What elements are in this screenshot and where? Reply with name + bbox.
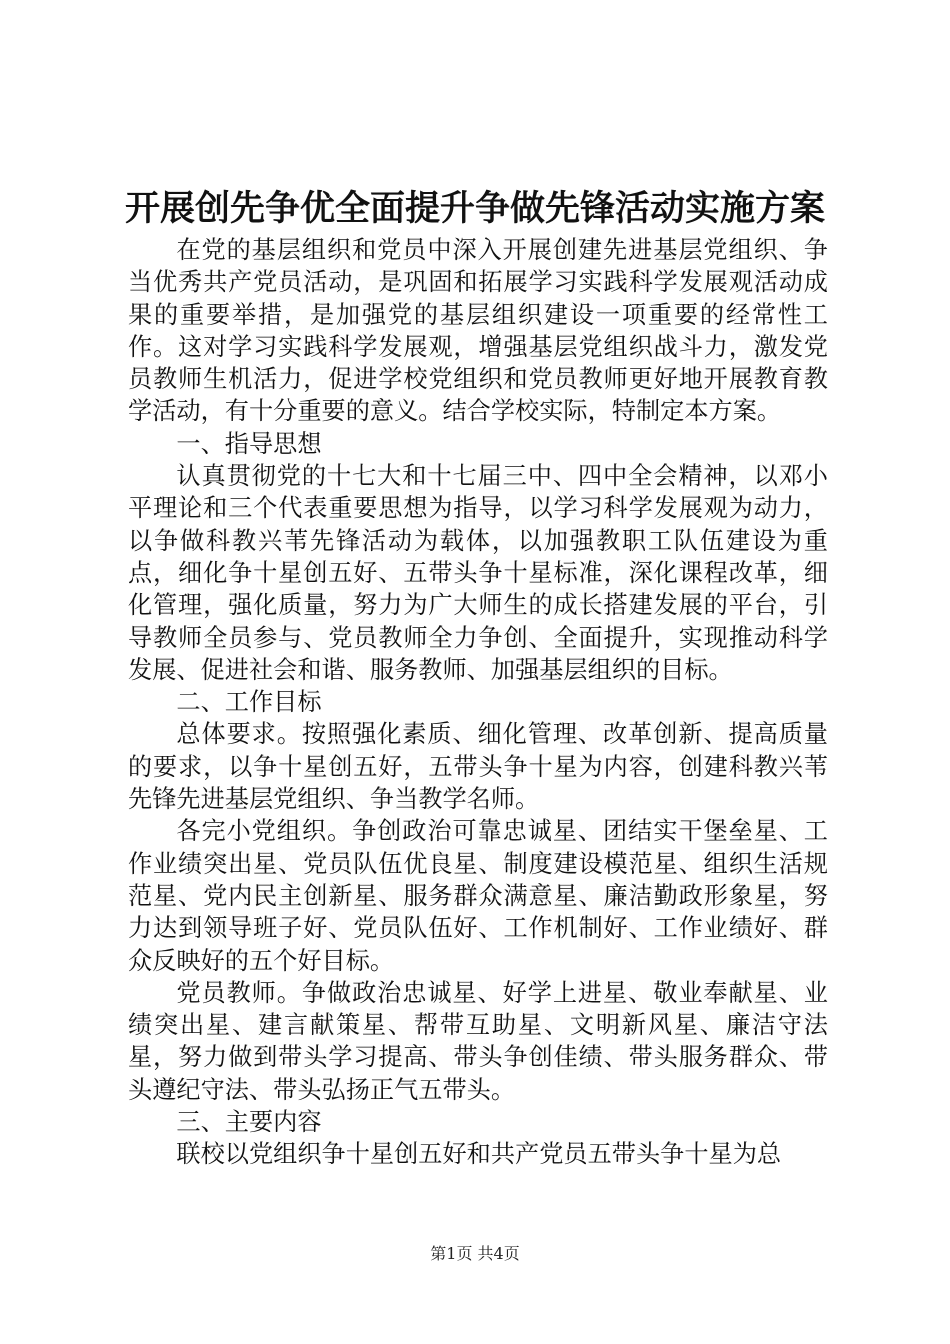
document-body [128,234,828,1171]
overall-requirements-paragraph: 总体要求。按照强化素质、细化管理、改革创新、提高质量的要求，以争十星创五好，五带头争十星为内容，创建科教兴苇先锋先进基层党组织、争当教学名师。 [128,720,828,814]
section-heading-work-goals: 二、工作目标 [176,688,322,717]
main-content-paragraph: 联校以党组织争十星创五好和共产党员五带头争十星为总 [176,1140,782,1169]
section-heading-guiding-thought: 一、指导思想 [176,429,322,458]
document-title: 开展创先争优全面提升争做先锋活动实施方案 [124,189,825,229]
intro-paragraph: 在党的基层组织和党员中深入开展创建先进基层党组织、争当优秀共产党员活动，是巩固和拓展学习实践科学发展观活动成果的重要举措，是加强党的基层组织建设一项重要的经常性工作。这对学习实践科学发展观，增强基层党组织战斗力，激发党员教师生机活力，促进学校党组织和党员教师更好地开展教育教学活动，有十分重要的意义。结合学校实际，特制定本方案。 [128,236,828,426]
guiding-thought-paragraph: 认真贯彻党的十七大和十七届三中、四中全会精神，以邓小平理论和三个代表重要思想为指导，以学习科学发展观为动力，以争做科教兴苇先锋活动为载体，以加强教职工队伍建设为重点，细化争十星创五好、五带头争十星标准，深化课程改革，细化管理，强化质量，努力为广大师生的成长搭建发展的平台，引导教师全员参与、党员教师全力争创、全面提升，实现推动科学发展、促进社会和谐、服务教师、加强基层组织的目标。 [128,462,828,684]
section-heading-main-content: 三、主要内容 [176,1108,322,1137]
party-member-teacher-goals-paragraph: 党员教师。争做政治忠诚星、好学上进星、敬业奉献星、业绩突出星、建言献策星、帮带互助星、文明新风星、廉洁守法星，努力做到带头学习提高、带头争创佳绩、带头服务群众、带头遵纪守法、带头弘扬正气五带头。 [128,978,828,1104]
party-organization-goals-paragraph: 各完小党组织。争创政治可靠忠诚星、团结实干堡垒星、工作业绩突出星、党员队伍优良星、制度建设模范星、组织生活规范星、党内民主创新星、服务群众满意星、廉洁勤政形象星，努力达到领导班子好、党员队伍好、工作机制好、工作业绩好、群众反映好的五个好目标。 [128,817,828,975]
page-number-footer: 第1页 共4页 [430,1244,520,1263]
